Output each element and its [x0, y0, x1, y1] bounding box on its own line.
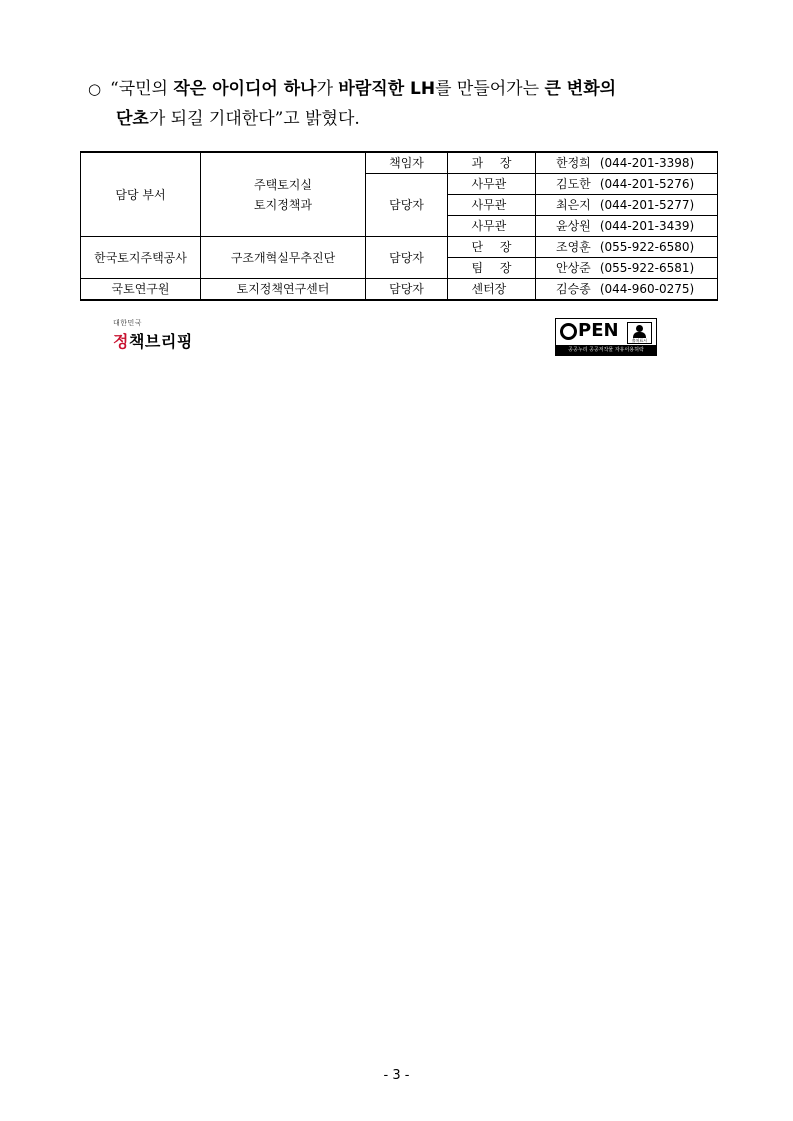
table-row: [81, 237, 718, 258]
role-cell: 담당자: [366, 174, 448, 237]
ministry-dept-line2: 토지정책과: [254, 197, 312, 212]
contact-phone: (044-201-3439): [599, 219, 695, 233]
table-row: [81, 152, 718, 174]
contact-cell: [536, 174, 718, 195]
contact-cell: [536, 152, 718, 174]
contact-phone: (055-922-6580): [599, 240, 695, 254]
open-word: PEN: [578, 320, 619, 341]
paragraph-line-2: [88, 104, 728, 134]
bold-phrase-change: 큰 변화의: [544, 79, 617, 99]
contact-title: 사무관: [471, 198, 507, 212]
open-o-icon: [560, 323, 577, 340]
krihs-dept-cell: 토지정책연구센터: [201, 279, 366, 301]
policy-briefing-logo: [113, 318, 193, 352]
contact-cell: [536, 258, 718, 279]
quote-part-2: 가: [316, 79, 339, 99]
contact-title: 과 장: [471, 156, 512, 170]
contact-name: 김도한: [556, 177, 591, 191]
contact-name: 김승종: [556, 282, 591, 296]
badge-footer-text: 공공누리 공공저작물 자유이용허락: [556, 345, 656, 355]
contact-phone: (044-201-5277): [599, 198, 695, 212]
quote-part-4: 가 되길 기대한다”고 밝혔다.: [148, 109, 360, 129]
contact-name: 한정희: [556, 156, 591, 170]
open-license-badge: [555, 318, 657, 356]
attribution-person-icon: [627, 322, 652, 344]
bold-phrase-start: 단초: [116, 109, 149, 129]
logo-main-text: [113, 329, 193, 352]
lh-org-cell: 한국토지주택공사: [81, 237, 201, 279]
contact-title: 사무관: [471, 177, 507, 191]
role-cell: 담당자: [366, 279, 448, 301]
contact-cell: [536, 237, 718, 258]
contact-phone: (055-922-6581): [599, 261, 695, 275]
ministry-dept-line1: 주택토지실: [254, 177, 312, 192]
krihs-org-cell: 국토연구원: [81, 279, 201, 301]
quote-part-3: 를 만들어가는: [435, 79, 545, 99]
contact-cell: [536, 195, 718, 216]
contact-name: 조영훈: [556, 240, 591, 254]
contact-title: 센터장: [471, 282, 507, 296]
page-number: - 3 -: [383, 1068, 410, 1083]
contact-name: 윤상원: [556, 219, 591, 233]
bold-phrase-lh: 바람직한 LH: [338, 79, 436, 99]
table-row: [81, 279, 718, 301]
dept-label-cell: 담당 부서: [81, 152, 201, 237]
closing-paragraph: [88, 74, 728, 134]
contact-phone: (044-960-0275): [599, 282, 695, 296]
contact-phone: (044-201-5276): [599, 177, 695, 191]
role-cell: 담당자: [366, 237, 448, 279]
contact-cell: [536, 216, 718, 237]
contact-name: 안상준: [556, 261, 591, 275]
contact-phone: (044-201-3398): [599, 156, 695, 170]
contact-table: [80, 151, 718, 301]
contact-title: 팀 장: [471, 261, 512, 275]
bullet-mark: ○: [88, 80, 102, 98]
license-tag: 출처표시: [631, 338, 648, 343]
quote-part-1: “국민의: [110, 79, 174, 99]
logo-small-text: 대한민국: [113, 319, 143, 327]
bold-phrase-idea: 작은 아이디어 하나: [173, 79, 317, 99]
contact-name: 최은지: [556, 198, 591, 212]
contact-title: 단 장: [471, 240, 512, 254]
contact-title: 사무관: [471, 219, 507, 233]
logo-rest-text: 책브리핑: [128, 332, 193, 351]
role-cell: 책임자: [366, 152, 448, 174]
logo-red-char: 정: [113, 332, 129, 351]
contact-cell: [536, 279, 718, 301]
ministry-dept-cell: [201, 152, 366, 237]
lh-dept-cell: 구조개혁실무추진단: [201, 237, 366, 279]
